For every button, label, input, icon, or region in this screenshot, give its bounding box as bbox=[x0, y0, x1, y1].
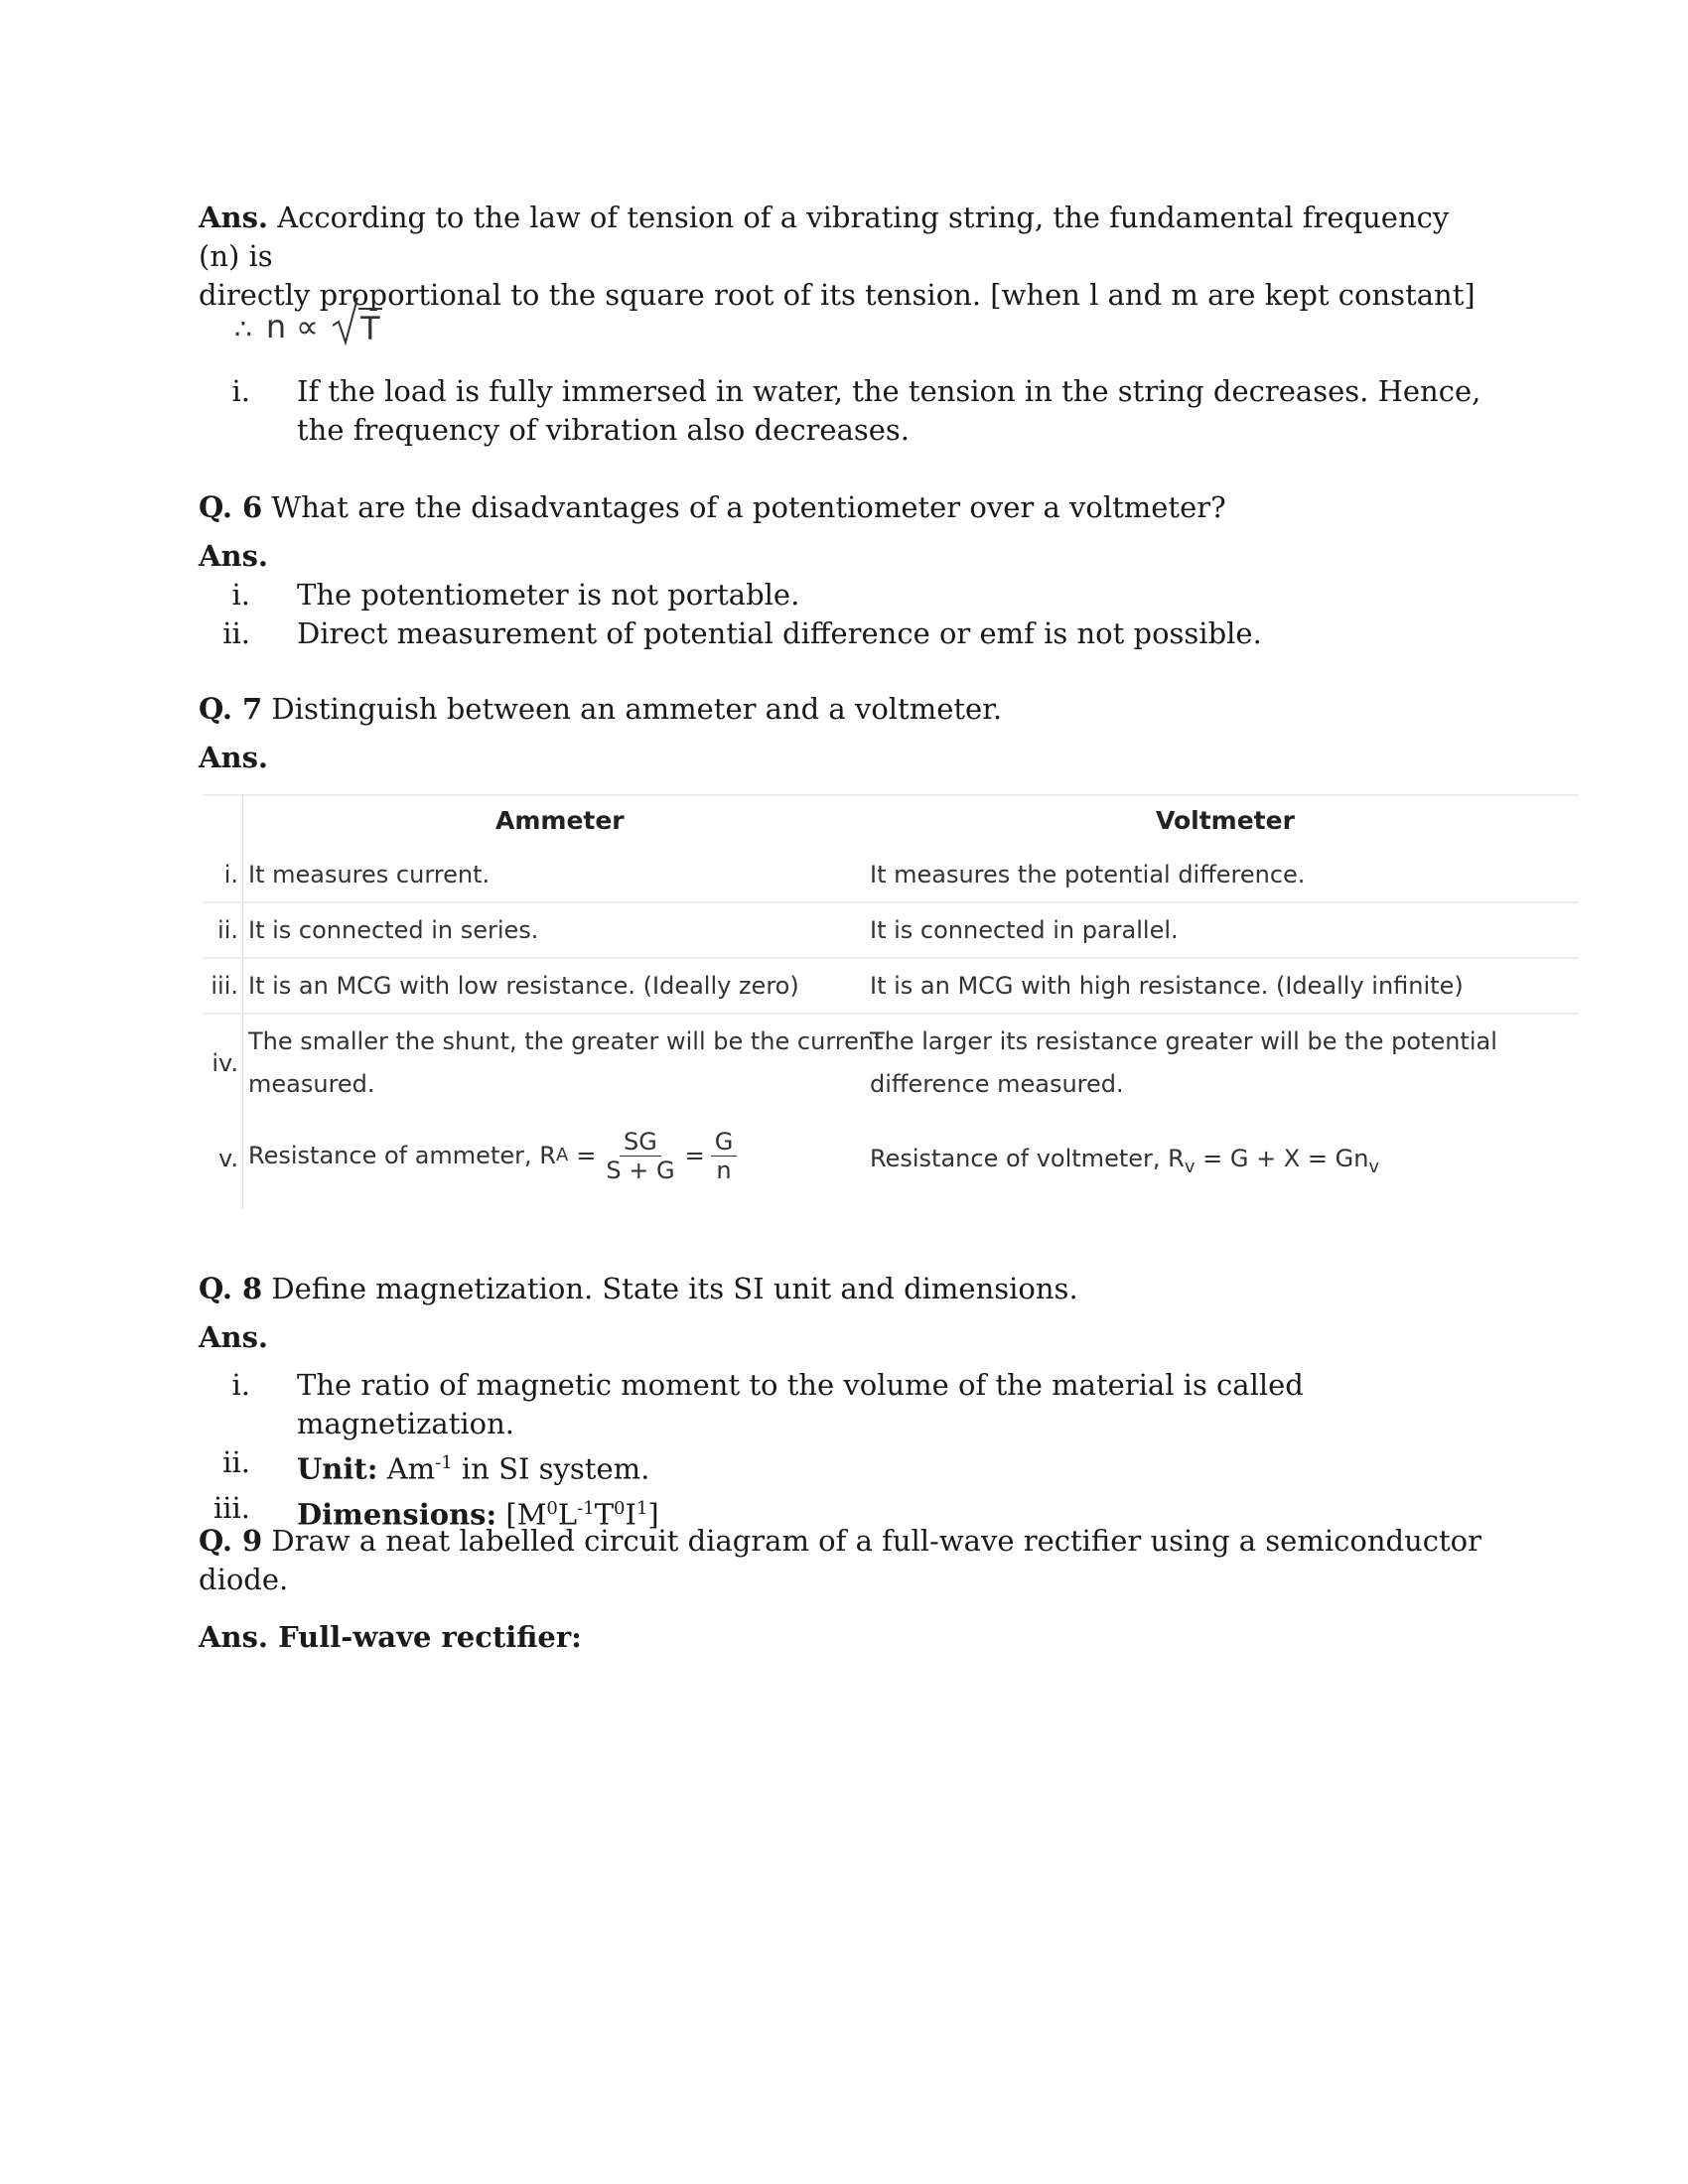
list-item bbox=[199, 614, 1489, 653]
ammeter-cell: It is connected in series. bbox=[248, 916, 539, 944]
unit-superscript: -1 bbox=[435, 1452, 453, 1473]
ammeter-cell: It measures current. bbox=[248, 861, 491, 888]
equals-sign: = bbox=[576, 1142, 597, 1169]
column-header-ammeter: Ammeter bbox=[495, 806, 625, 835]
q7-question bbox=[199, 690, 1489, 729]
list-number: i. bbox=[231, 374, 250, 408]
ans-label: Ans. bbox=[199, 539, 269, 573]
q8-points-list bbox=[199, 1366, 1489, 1534]
radical-sign-icon bbox=[333, 296, 358, 345]
table-divider bbox=[203, 794, 1579, 796]
list-text: The potentiometer is not portable. bbox=[297, 578, 800, 612]
voltmeter-cell: It is an MCG with high resistance. (Ideally infinite) bbox=[870, 972, 1464, 1000]
voltmeter-resistance-formula bbox=[870, 1138, 1379, 1188]
list-number: i. bbox=[231, 578, 250, 612]
formula-subscript: A bbox=[555, 1145, 569, 1165]
dimension-exponent: 1 bbox=[635, 1497, 648, 1519]
row-number: iv. bbox=[211, 1049, 238, 1077]
row-number: i. bbox=[223, 861, 238, 888]
formula-subscript: v bbox=[1184, 1156, 1196, 1177]
ammeter-cell: The smaller the shunt, the greater will be the current bbox=[248, 1027, 884, 1055]
q6-ans-label bbox=[199, 537, 1489, 576]
row-number: v. bbox=[218, 1145, 238, 1172]
answer-text: According to the law of tension of a vibrating string, the fundamental frequency (n) is bbox=[199, 201, 1450, 273]
q7-ans-label bbox=[199, 739, 1489, 777]
list-item bbox=[199, 1366, 1489, 1443]
list-text: The ratio of magnetic moment to the volume of the material is called magnetization. bbox=[297, 1368, 1304, 1440]
table-divider bbox=[242, 794, 243, 1209]
dimension-text: [M bbox=[505, 1497, 547, 1532]
voltmeter-cell: It is connected in parallel. bbox=[870, 916, 1179, 944]
fraction-numerator: G bbox=[711, 1128, 738, 1157]
row-number: ii. bbox=[217, 916, 238, 944]
table-divider bbox=[203, 901, 1579, 903]
column-header-voltmeter: Voltmeter bbox=[1156, 806, 1295, 835]
tension-formula bbox=[234, 296, 382, 345]
voltmeter-cell: It measures the potential difference. bbox=[870, 861, 1306, 888]
table-divider bbox=[203, 957, 1579, 959]
dimension-text: L bbox=[557, 1497, 578, 1532]
fraction-denominator: S + G bbox=[606, 1156, 675, 1184]
q5-answer-paragraph bbox=[199, 199, 1489, 315]
list-number: iii. bbox=[212, 1490, 250, 1525]
dimension-text: T bbox=[594, 1497, 615, 1532]
ans-label: Ans. bbox=[199, 1320, 269, 1354]
q9-ans-label bbox=[199, 1618, 1489, 1657]
list-text: If the load is fully immersed in water, the tension in the string decreases. Hence, the frequency of vibration also decreases. bbox=[297, 374, 1481, 447]
question-text: Distinguish between an ammeter and a voltmeter. bbox=[271, 692, 1003, 726]
answer-text: directly proportional to the square root of its tension. [when l and m are kept constant] bbox=[199, 278, 1476, 312]
dimension-exponent: -1 bbox=[577, 1497, 595, 1519]
voltmeter-cell: difference measured. bbox=[870, 1070, 1124, 1098]
unit-label: Unit: bbox=[297, 1451, 378, 1486]
dimensions-label: Dimensions: bbox=[297, 1497, 497, 1532]
fraction-numerator: SG bbox=[620, 1128, 661, 1157]
list-number: ii. bbox=[222, 1445, 250, 1479]
formula-text: = G + X = Gn bbox=[1195, 1145, 1369, 1172]
formula-subscript: v bbox=[1368, 1156, 1380, 1177]
question-text: What are the disadvantages of a potentiometer over a voltmeter? bbox=[271, 490, 1226, 524]
fraction-denominator: n bbox=[716, 1156, 732, 1184]
dimension-exponent: 0 bbox=[614, 1497, 626, 1519]
row-number: iii. bbox=[211, 972, 238, 1000]
unit-text: in SI system. bbox=[452, 1451, 650, 1486]
q6-points-list bbox=[199, 576, 1489, 653]
ans-label: Ans. bbox=[199, 201, 269, 234]
comparison-table bbox=[203, 794, 1579, 1209]
question-label: Q. 6 bbox=[199, 490, 263, 524]
proportional-symbol: ∝ bbox=[296, 308, 319, 345]
list-item bbox=[199, 576, 1489, 614]
unit-text: Am bbox=[386, 1451, 436, 1486]
question-text: Define magnetization. State its SI unit and dimensions. bbox=[271, 1272, 1078, 1305]
q8-ans-label bbox=[199, 1318, 1489, 1357]
voltmeter-cell: The larger its resistance greater will be the potential bbox=[870, 1027, 1497, 1055]
list-number: i. bbox=[231, 1368, 250, 1402]
therefore-symbol: ∴ bbox=[234, 313, 252, 345]
ammeter-resistance-formula bbox=[248, 1116, 743, 1195]
fraction bbox=[602, 1128, 678, 1184]
table-divider bbox=[203, 1013, 1579, 1015]
list-text bbox=[297, 1443, 1489, 1489]
list-item bbox=[199, 1443, 1489, 1489]
formula-text: Resistance of voltmeter, R bbox=[870, 1145, 1185, 1172]
dimension-exponent: 0 bbox=[546, 1497, 558, 1519]
question-label: Q. 8 bbox=[199, 1272, 263, 1305]
list-item bbox=[199, 372, 1489, 450]
dimension-text: ] bbox=[647, 1497, 659, 1532]
q8-question bbox=[199, 1270, 1489, 1308]
equals-sign: = bbox=[684, 1142, 705, 1169]
list-text: Direct measurement of potential difference or emf is not possible. bbox=[297, 616, 1262, 650]
list-number: ii. bbox=[222, 616, 250, 650]
ans-label: Ans. bbox=[199, 741, 269, 774]
question-text: Draw a neat labelled circuit diagram of a full-wave rectifier using a semiconductor bbox=[271, 1524, 1481, 1558]
square-root bbox=[333, 296, 382, 345]
q9-question bbox=[199, 1522, 1489, 1599]
formula-text: Resistance of ammeter, R bbox=[248, 1142, 556, 1169]
dimension-text: I bbox=[625, 1497, 636, 1532]
question-label: Q. 7 bbox=[199, 692, 263, 726]
q5-points-list bbox=[199, 372, 1489, 450]
fraction bbox=[711, 1128, 738, 1184]
ammeter-cell: It is an MCG with low resistance. (Ideally zero) bbox=[248, 972, 799, 1000]
ammeter-cell: measured. bbox=[248, 1070, 375, 1098]
formula-n: n bbox=[265, 308, 287, 345]
question-text: diode. bbox=[199, 1563, 289, 1596]
question-label: Q. 9 bbox=[199, 1524, 263, 1558]
q6-question bbox=[199, 488, 1489, 527]
ans-label: Ans. Full-wave rectifier: bbox=[199, 1620, 582, 1654]
radicand: T bbox=[359, 310, 380, 347]
